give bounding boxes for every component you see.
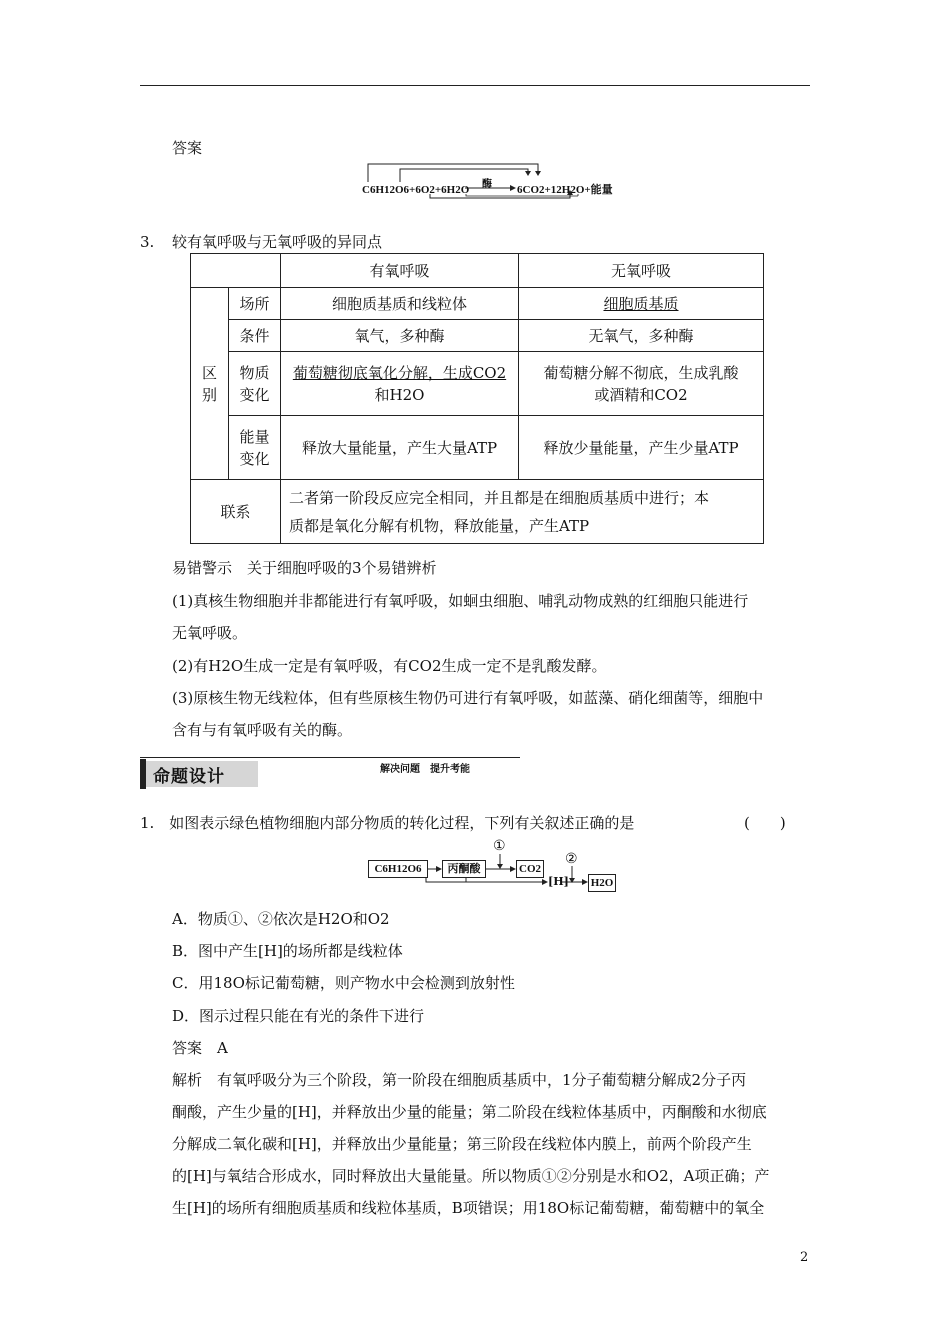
row-label-line2: 变化 <box>239 385 270 404</box>
banner-title: 命题设计 <box>153 767 225 787</box>
analysis-line: 解析 有氧呼吸分为三个阶段，第一阶段在细胞质基质中，1分子葡萄糖分解成2分子丙 <box>172 1071 747 1089</box>
answer-label: 答案 <box>172 139 203 157</box>
banner-subtitle: 解决问题 提升考能 <box>380 764 470 775</box>
table-row <box>191 416 764 480</box>
row-label-line2: 变化 <box>239 449 270 468</box>
row-label <box>229 416 281 480</box>
cell-anaerobic: 释放少量能量，产生少量ATP <box>519 416 764 480</box>
diagram-h2o-box: H2O <box>588 874 616 892</box>
table-row <box>191 320 764 352</box>
row-label-line1: 物质 <box>239 363 270 382</box>
header-aerobic: 有氧呼吸 <box>281 254 519 288</box>
page-number: 2 <box>800 1250 809 1265</box>
group-label-2: 别 <box>201 385 217 404</box>
row-label-line1: 能量 <box>239 427 270 446</box>
banner-rule <box>140 757 520 758</box>
option-d: D．图示过程只能在有光的条件下进行 <box>172 1007 425 1025</box>
header-anaerobic: 无氧呼吸 <box>519 254 764 288</box>
warning-p1a: (1)真核生物细胞并非都能进行有氧呼吸，如蛔虫细胞、哺乳动物成熟的红细胞只能进行 <box>172 592 749 610</box>
cell-aerobic: 细胞质基质和线粒体 <box>281 288 519 320</box>
relation-line2: 质都是氧化分解有机物，释放能量，产生ATP <box>289 516 590 535</box>
warning-p3b: 含有与有氧呼吸有关的酶。 <box>172 721 353 739</box>
cell-anaerobic-line1: 葡萄糖分解不彻底，生成乳酸 <box>543 363 739 382</box>
analysis-line: 生[H]的场所有细胞质基质和线粒体基质，B项错误；用18O标记葡萄糖，葡萄糖中的氧全 <box>172 1199 765 1217</box>
row-label: 场所 <box>229 288 281 320</box>
relation-text <box>281 480 764 544</box>
warning-title: 易错警示 关于细胞呼吸的3个易错辨析 <box>172 559 437 577</box>
cell-anaerobic: 无氧气，多种酶 <box>519 320 764 352</box>
analysis-line: 的[H]与氧结合形成水，同时释放出大量能量。所以物质①②分别是水和O2，A项正确；产 <box>172 1167 770 1185</box>
option-b: B．图中产生[H]的场所都是线粒体 <box>172 942 403 960</box>
cell-aerobic <box>281 352 519 416</box>
relation-label: 联系 <box>191 480 281 544</box>
table-header-row <box>191 254 764 288</box>
cell-aerobic-line1: 葡萄糖彻底氧化分解，生成CO2 <box>292 363 507 382</box>
warning-p3a: (3)原核生物无线粒体，但有些原核生物仍可进行有氧呼吸，如蓝藻、硝化细菌等，细胞中 <box>172 689 764 707</box>
equation-enzyme: 酶 <box>482 179 492 190</box>
cell-anaerobic <box>519 352 764 416</box>
group-label-1: 区 <box>201 363 217 382</box>
respiration-equation <box>360 160 630 200</box>
table-row <box>191 288 764 320</box>
cell-aerobic: 释放大量能量，产生大量ATP <box>281 416 519 480</box>
diagram-mark-1: ① <box>493 838 506 854</box>
banner-accent <box>140 759 146 789</box>
question-stem: 1. 如图表示绿色植物细胞内部分物质的转化过程，下列有关叙述正确的是 <box>140 814 635 832</box>
diagram-pyruvate-box: 丙酮酸 <box>442 860 486 878</box>
warning-p2: (2)有H2O生成一定是有氧呼吸，有CO2生成一定不是乳酸发酵。 <box>172 657 607 675</box>
row-label: 条件 <box>229 320 281 352</box>
group-label <box>191 288 229 480</box>
warning-p1b: 无氧呼吸。 <box>172 624 248 642</box>
comparison-table <box>190 253 764 544</box>
question-answer: 答案 A <box>172 1039 228 1057</box>
table-row <box>191 352 764 416</box>
section-number: 3. <box>140 233 155 251</box>
diagram-mark-2: ② <box>565 851 578 867</box>
diagram-h-label: [H] <box>548 875 569 888</box>
header-rule <box>140 85 810 86</box>
option-c: C．用18O标记葡萄糖，则产物水中会检测到放射性 <box>172 974 515 992</box>
cell-aerobic: 氧气，多种酶 <box>281 320 519 352</box>
equation-products: 6CO2+12H2O+能量 <box>517 184 613 196</box>
answer-paren: ( ) <box>744 814 786 832</box>
diagram-co2-box: CO2 <box>516 860 544 878</box>
row-label <box>229 352 281 416</box>
equation-reactants: C6H12O6+6O2+6H2O <box>362 184 470 196</box>
diagram-glucose-box: C6H12O6 <box>368 860 428 878</box>
table-relation-row <box>191 480 764 544</box>
cell-anaerobic-line2: 或酒精和CO2 <box>594 385 688 404</box>
analysis-line: 酮酸，产生少量的[H]，并释放出少量的能量；第二阶段在线粒体基质中，丙酮酸和水彻底 <box>172 1103 767 1121</box>
table-corner <box>191 254 281 288</box>
cell-aerobic-line2: 和H2O <box>374 385 425 404</box>
conversion-diagram <box>366 838 616 896</box>
analysis-line: 分解成二氧化碳和[H]，并释放出少量能量；第三阶段在线粒体内膜上，前两个阶段产生 <box>172 1135 752 1153</box>
option-a: A．物质①、②依次是H2O和O2 <box>172 910 390 928</box>
relation-line1: 二者第一阶段反应完全相同，并且都是在细胞质基质中进行；本 <box>289 488 710 507</box>
section-title: 较有氧呼吸与无氧呼吸的异同点 <box>172 233 383 251</box>
cell-anaerobic: 细胞质基质 <box>519 288 764 320</box>
